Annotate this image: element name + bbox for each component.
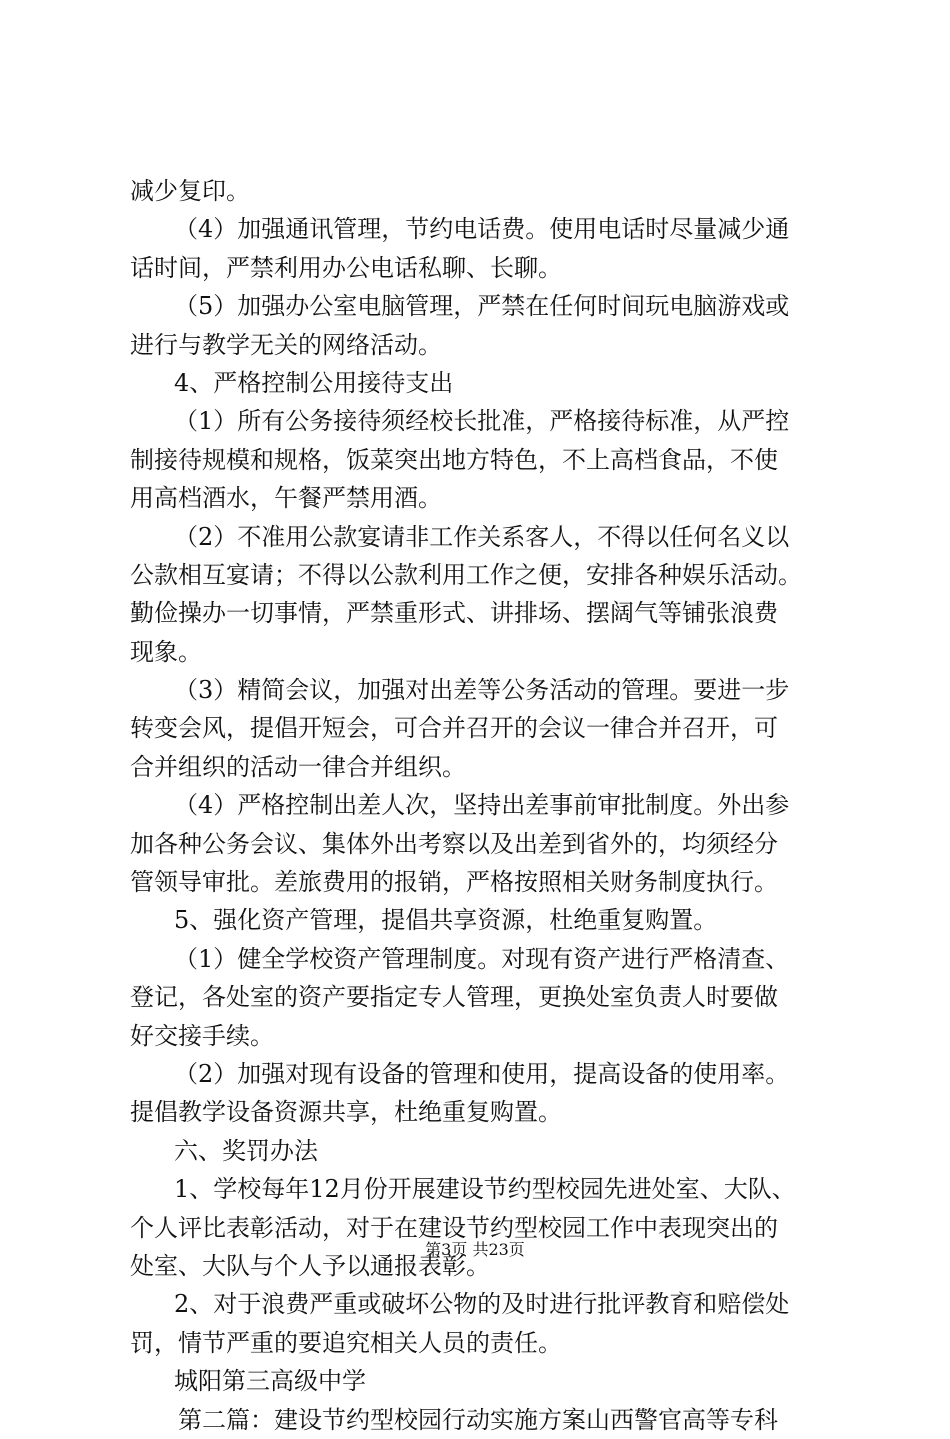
body-line: 勤俭操办一切事情，严禁重形式、讲排场、摆阔气等铺张浪费 — [130, 599, 778, 628]
chapter-heading: 第二篇：建设节约型校园行动实施方案山西警官高等专科 — [178, 1405, 778, 1434]
body-line: （4）加强通讯管理，节约电话费。使用电话时尽量减少通 — [174, 215, 790, 244]
body-line: （3）精简会议，加强对出差等公务活动的管理。要进一步 — [174, 676, 790, 705]
body-line: 现象。 — [130, 637, 202, 666]
body-line: 2、对于浪费严重或破坏公物的及时进行批评教育和赔偿处 — [174, 1290, 790, 1319]
page-footer: 第3页 共23页 — [425, 1240, 525, 1259]
body-line: 进行与教学无关的网络活动。 — [130, 330, 442, 359]
body-line: 1、学校每年12月份开展建设节约型校园先进处室、大队、 — [174, 1175, 796, 1204]
signature-line: 城阳第三高级中学 — [174, 1367, 366, 1396]
section-heading: 5、强化资产管理，提倡共享资源，杜绝重复购置。 — [174, 906, 718, 935]
body-line: 好交接手续。 — [130, 1021, 274, 1050]
body-line: 合并组织的活动一律合并组织。 — [130, 752, 466, 781]
body-line: 用高档酒水，午餐严禁用酒。 — [130, 484, 442, 513]
section-heading: 六、奖罚办法 — [174, 1136, 318, 1165]
body-line: 加各种公务会议、集体外出考察以及出差到省外的，均须经分 — [130, 829, 778, 858]
body-line: 制接待规模和规格，饭菜突出地方特色，不上高档食品，不使 — [130, 445, 778, 474]
body-line: 登记，各处室的资产要指定专人管理，更换处室负责人时要做 — [130, 983, 778, 1012]
body-line: 提倡教学设备资源共享，杜绝重复购置。 — [130, 1098, 562, 1127]
body-line: （1）所有公务接待须经校长批准，严格接待标准，从严控 — [174, 407, 790, 436]
body-line: 处室、大队与个人予以通报表彰。 — [130, 1251, 490, 1280]
body-line: 罚，情节严重的要追究相关人员的责任。 — [130, 1328, 562, 1357]
body-line: （2）不准用公款宴请非工作关系客人，不得以任何名义以 — [174, 522, 790, 551]
body-line: 转变会风，提倡开短会，可合并召开的会议一律合并召开，可 — [130, 714, 778, 743]
body-line: （4）严格控制出差人次，坚持出差事前审批制度。外出参 — [174, 791, 790, 820]
section-heading: 4、严格控制公用接待支出 — [174, 368, 454, 397]
body-line: （2）加强对现有设备的管理和使用，提高设备的使用率。 — [174, 1059, 790, 1088]
body-line: （1）健全学校资产管理制度。对现有资产进行严格清查、 — [174, 944, 790, 973]
body-line: 减少复印。 — [130, 177, 250, 205]
body-line: 管领导审批。差旅费用的报销，严格按照相关财务制度执行。 — [130, 868, 778, 897]
body-line: 个人评比表彰活动，对于在建设节约型校园工作中表现突出的 — [130, 1213, 778, 1242]
body-line: 话时间，严禁利用办公电话私聊、长聊。 — [130, 253, 562, 282]
body-line: （5）加强办公室电脑管理，严禁在任何时间玩电脑游戏或 — [174, 292, 790, 321]
body-line: 公款相互宴请；不得以公款利用工作之便，安排各种娱乐活动。 — [130, 560, 802, 589]
